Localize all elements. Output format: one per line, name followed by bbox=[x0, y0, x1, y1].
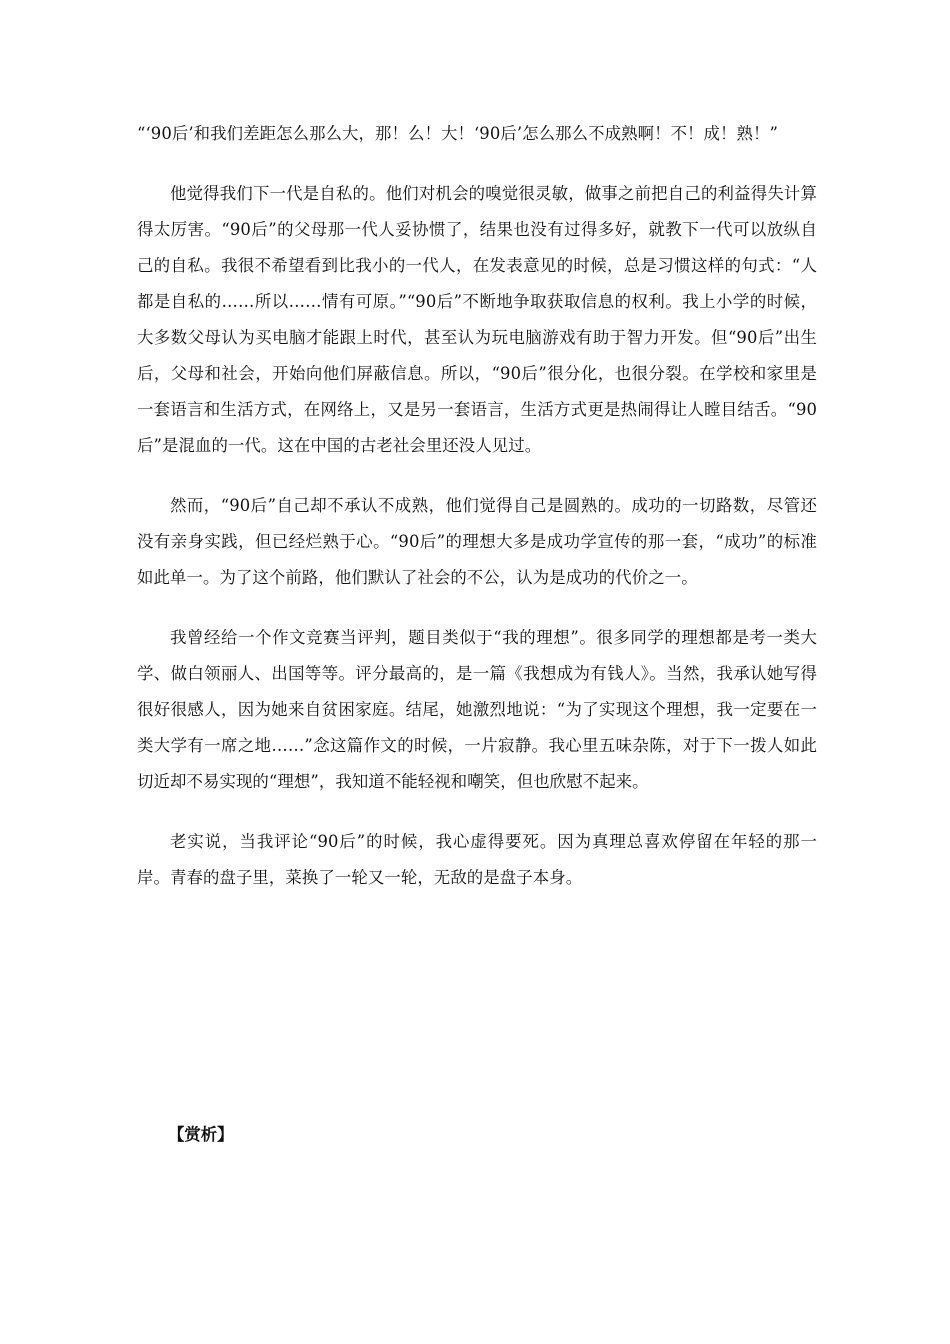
paragraph-selfish-generation: 他觉得我们下一代是自私的。他们对机会的嗅觉很灵敏，做事之前把自己的利益得失计算得太厉害。“90后”的父母那一代人妥协惯了，结果也没有过得多好，就教下一代可以放纵自己的自私。我很不希望看到比我小的一代人，在发表意见的时候，总是习惯这样的句式：“人都是自私的……所以……情有可原。”“90后”不断地争取获取信息的权利。我上小学的时候，大多数父母认为买电脑才能跟上时代，甚至认为玩电脑游戏有助于智力开发。但“90后”出生后，父母和社会，开始向他们屏蔽信息。所以，“90后”很分化，也很分裂。在学校和家里是一套语言和生活方式，在网络上，又是另一套语言，生活方式更是热闹得让人瞠目结舌。“90后”是混血的一代。这在中国的古老社会里还没人见过。 bbox=[137, 184, 818, 455]
paragraph-maturity: 然而，“90后”自己却不承认不成熟，他们觉得自己是圆熟的。成功的一切路数，尽管还没有亲身实践，但已经烂熟于心。“90后”的理想大多是成功学宣传的那一套，“成功”的标准如此单一。为了这个前路，他们默认了社会的不公，认为是成功的代价之一。 bbox=[137, 496, 817, 587]
paragraph-quote: “‘90后’和我们差距怎么那么大，那！么！大！‘90后’怎么那么不成熟啊！不！成！熟！” bbox=[137, 124, 778, 143]
paragraph-essay-contest: 我曾经给一个作文竞赛当评判，题目类似于“我的理想”。很多同学的理想都是考一类大学、做白领丽人、出国等等。评分最高的，是一篇《我想成为有钱人》。当然，我承认她写得很好很感人，因为她来自贫困家庭。结尾，她激烈地说：“为了实现这个理想，我一定要在一类大学有一席之地……”念这篇作文的时候，一片寂静。我心里五味杂陈，对于下一拨人如此切近却不易实现的“理想”，我知道不能轻视和嘲笑，但也欣慰不起来。 bbox=[137, 628, 817, 791]
document-body bbox=[137, 116, 817, 920]
section-heading-analysis: 【赏析】 bbox=[168, 1125, 234, 1144]
paragraph-conclusion: 老实说，当我评论“90后”的时候，我心虚得要死。因为真理总喜欢停留在年轻的那一岸。青春的盘子里，菜换了一轮又一轮，无敌的是盘子本身。 bbox=[137, 832, 817, 887]
